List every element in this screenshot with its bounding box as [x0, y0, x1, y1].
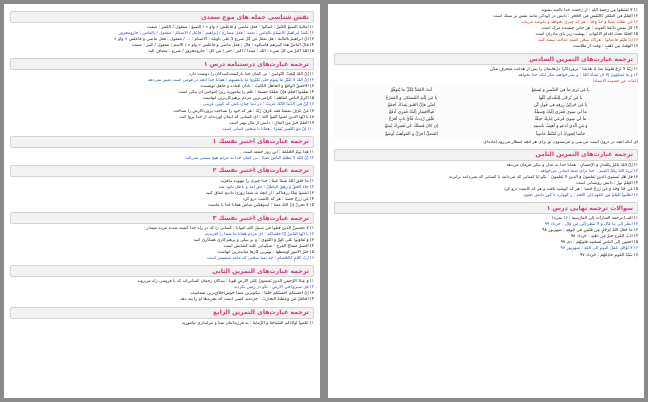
section-line: ۱) لا تحسبنَّ الّذينَ قُتلوا في سبيلِ اللّهِ أمواتاً : کسانی را که در راه خدا کشته شدند مرده مپندار — [146, 226, 314, 232]
section-line: ۵) اللّهُ أكبرُ من كلِّ شيء : الله : مبتدا / أكبر : خبر / من كلِّ : جارومجرور / شيءٍ : مضاف اليه — [148, 49, 314, 55]
section-line: ۶) أطلُبوا العِلمَ مِنَ المَهدِ إلى اللَّحدِ : ز گهواره تا گور دانش بجوی — [523, 193, 638, 199]
section-line: ۷) سَيِّدُ القَومِ خادِمُهُم : خرداد ۹۷ — [579, 252, 638, 258]
right-top-lines — [334, 8, 638, 50]
section-line: ۲) يَعْمَدُ إبراهيمُ الأصنامَ بالفأسِ : يعمد : فعل مضارع / إبراهيم : فاعل / الأصنامَ : مفعول / بالفأس : جارومجرور — [118, 31, 314, 37]
poem-verse: أمنُن فإنَّ الخَيرَ عِندَكَ أجمَعُ — [387, 102, 436, 108]
section-header — [10, 58, 314, 70]
section-line: ۱) إنَّ اللّهَ لَيُحِبُّ التَّوابينَ : بی گمان خدا بازگشت‌کنندگان را دوست دارد — [188, 72, 314, 78]
section-title: سوالات ترجمه نهایی درس ۱ — [546, 204, 633, 212]
section-line: ۳) أنَّ ابراهيمَ بالتالية : هل تعلمُ عن كلِّ شيءٍ لا على تأويله : الأصنام : ... / مفعول : فعل ماضي و فاعلش « واو » — [114, 37, 314, 43]
section-line: ۳) أنفقوا مِمّا رزقناكُم : از آنچه به شما روزی دادیم انفاق کنید — [205, 190, 314, 196]
section-line: ۵) لا تحزنْ إنَّ اللّهَ معنا : اندوهگین مباش همانا خدا با ماست — [207, 202, 314, 208]
section-line: ۴) قالَ الناسُ هذا كبيرهم فأسألوه : قالَ : فعل ماضي و فاعلش « واو » / الأسم : مفعول / كبير : صفت — [131, 43, 314, 49]
left-page — [4, 4, 320, 398]
poem-verse: فَلَئِن رُدِدتُ فَأيَّ بابٍ أقرَعُ — [389, 117, 434, 123]
section-line: ۵) خيرُ الأمورِ أوسطُها : بهترین کارها میانه‌ترین آنهاست — [217, 250, 314, 256]
section-line: ۲) يا أيُّها الناسُ إنّا خلقناكُم : ای مردم همانا ما شما را آفریدیم — [205, 232, 314, 238]
section-line: ۲) إنَّ اللّهَ لا يَظلِمُ الناسَ شيئاً : بی گمان خدا به مردم هیچ ستمی نمی‌کند — [185, 155, 314, 161]
top-line: ۴) كُلُّ نفسٍ ذائقةُ الموتِ : هر جانی چشنده مرگ است — [541, 26, 638, 32]
section-header — [334, 53, 638, 65]
section-line: ۳) إنَّ أحسنَكُم أحسنُكُم خُلقاً : نیکوترین شما خوش‌اخلاق‌ترین شماست — [190, 291, 314, 297]
section-line: ۶) لا تُؤَجِّل عَمَلَ اليومِ إلى الغَدِ : شهریور ۹۷ — [560, 246, 638, 252]
section-header — [10, 307, 314, 319]
section-line: ۱) إنَّ اللّهَ يَأمُرُ بِالعَدلِ وَ الإحسانِ : همانا خدا به عدل و نیکی فرمان می‌دهد — [506, 162, 638, 168]
section-header — [10, 165, 314, 177]
right-page — [328, 4, 644, 398]
poem-verse: إن كانَ فَضلُكَ عَن فَقيرِكَ يُمنَعُ — [384, 124, 439, 130]
section-line: ۴) العِلمُ نورٌ : دانش روشنایی است — [576, 181, 638, 187]
section-line: ۲) جاءَ الحقُّ و زهقَ الباطلُ : حق آمد و باطل نابود شد — [218, 184, 314, 190]
section-header — [10, 212, 314, 224]
section-title: ترجمه عبارت‌های درستنامه درس ۱ — [203, 60, 309, 68]
section-line: ۱) هٰذا يَومُ الجُمُعَة : این روز جمعه است — [243, 149, 314, 155]
section-title: ترجمه عبارت‌های التمرين الرابع — [213, 309, 309, 316]
section-title: ترجمه عبارت‌های اختبر نفسك ۳ — [212, 214, 309, 222]
section-line: ۱) وَ عِبادُ الرَّحمنِ الّذينَ يَمشونَ عَلَى الأرضِ هَوناً : بندگان رحمان کسانی‌اند که با فروتنی راه می‌روند — [137, 279, 314, 285]
section-header — [10, 265, 314, 277]
poem-verse: ما لي سِوى قَرعي لِبابِكَ حيلَةٌ — [534, 117, 587, 123]
poem-block — [334, 85, 638, 139]
section-line: ۴) أدَبُ المَرءِ خيرٌ مِن ذَهَبِهِ : خرداد ۹۸ — [570, 234, 638, 240]
section-line: ۲) يُريدُ اللّهُ بِكُمُ اليُسرَ : خدا برای شما آسانی می‌خواهد — [540, 168, 638, 174]
section-line: ۲) إنَّ اللّهَ لا يُغَيِّرُ ما بِقومٍ حتّى يُغَيِّروا ما بأنفُسِهِم : همانا خدا آنچه در قومی است تغییر نمی‌دهد — [147, 78, 314, 84]
poem-note: ای آنکه آنچه در درون است می‌بینی و می‌شنوی، تو برای هر آنچه انتظار می‌رود آماده‌ای — [483, 139, 638, 145]
section-line: ۸) يا أيُّها الّذينَ آمنوا اتَّقوا اللّهَ : ای کسانی که ایمان آورده‌اید از خدا پروا کنید — [179, 114, 314, 120]
poem-verse: فَبِالافتِقارِ إلَيكَ فَقري أدفَعُ — [389, 110, 434, 116]
top-line: ۳) مَن طَلَبَ شيئاً وَ جَدَّ وَجَدَ : هر که چیزی بخواهد و بکوشد می‌یابد — [521, 20, 638, 26]
right-sections — [334, 53, 638, 79]
section-header — [334, 149, 638, 161]
section-line: ۳) قُل هَل يَستَوي الّذينَ يَعلَمونَ وَ الّذينَ لا يَعلَمونَ : بگو آیا کسانی که می‌دانند با کسانی که نمی‌دانند برابرند — [449, 175, 638, 181]
section-line: ۴) مَن زرعَ حصدَ : هر که کاشت درو کرد — [242, 196, 314, 202]
section-line: ۴) تعلّموا العلمَ فإنَّ تعلُّمَهُ حسنةٌ : علم را بیاموزید زیرا آموختن آن نیکی است — [178, 90, 314, 96]
section-line: ۳) ما جَعَلَ اللّهُ لِرَجُلٍ مِن قَلبَينِ في جَوفِهِ : شهریور ۹۸ — [542, 228, 638, 234]
top-line: ۲) العِلمُ في الصِّغَرِ كالنَّقشِ في الحَجَرِ : دانش در کودکی مانند نقش بر سنگ است — [493, 14, 638, 20]
section-line: ۱) ما خلقَ اللّهُ شيئاً عبثاً : خدا چیزی را بیهوده نیافرید — [220, 178, 314, 184]
poem-verse: أنتَ المُعَدُّ لِكُلِّ ما يُتَوَقَّعُ — [391, 88, 432, 94]
poem-verse: حاشا لِجودِكَ أن تُقَنِّطَ عاصِياً — [535, 131, 586, 137]
right-sections-2 — [334, 149, 638, 259]
section-title: ترجمه عبارت‌های اختبر نفسك ۲ — [212, 167, 309, 175]
section-line: ۵) أكرمُ الناسِ أتقاهُم : گرامی‌ترین مردم پرهیزکارترین آنهاست — [202, 96, 314, 102]
section-line: ۴) الصبرُ مفتاحُ الفرجِ : شکیبایی کلید گشایش است — [223, 244, 314, 250]
top-line: ۶) إذا قُلتُم فاعدِلوا : هرگاه سخن گفتید عدالت پیشه کنید — [538, 38, 638, 44]
poem-verse: ما لي سِوى فَقري إلَيكَ وَسيلَةٌ — [534, 110, 587, 116]
left-sections — [10, 11, 314, 327]
section-line: ۲) قُل سيروا في الأرضِ : بگو در زمین بگردید — [233, 285, 314, 291]
section-title: ترجمه عبارت‌های اختبر نفسك ۱ — [212, 138, 309, 146]
section-header — [10, 136, 314, 148]
section-line: ۶) رُبَّ كلامٍ كالحُسامِ : چه بسا سخنی که مانند شمشیر است — [207, 256, 314, 262]
poem-verse: الفَضلُ أجزَلُ و المَواهِبُ أوسَعُ — [385, 131, 438, 137]
poem-intro: (أبيات من قصيدة الأستاذ) — [592, 79, 638, 85]
section-line: ۳) وَ تَعاوَنوا عَلَى البِرِّ وَ التَّقوى : و بر نیکی و پرهیزگاری همکاری کنید — [193, 238, 314, 244]
section-line: ۱) أماليهٌ الصنعُ الكثيرُ : أسألوا : فعل ماضي و فاعلش « واو » / الصنعَ : مفعول / الكثيرَ : صفت — [147, 25, 314, 30]
section-line: ۷) مَنْ عَرَفَ نفسَهُ فقد عَرَفَ رَبَّهُ : هر که خود را شناخت پروردگارش را شناخت — [173, 108, 314, 114]
top-line: ۵) الجنّةُ تحتَ أقدامِ الأمّهاتِ : بهشت زیر پای مادران است — [535, 32, 638, 38]
section-line: ۵) مَن جَدَّ وَجَدَ وَ مَن زَرَعَ حَصَدَ : هر که کوشید یافت و هر که کاشت درو کرد — [503, 187, 638, 193]
section-title: ترجمه عبارت‌های التمرين الثامن — [535, 151, 633, 159]
section-line: ۴) العاقلُ مَن وَعظتهُ التجاربُ : خردمند کسی است که تجربه‌ها او را پند دهد — [180, 297, 314, 303]
section-line: ۱) عَلِّموا أولادَكُم السِّباحةَ و الرِّمايةَ : به فرزندانتان شنا و تیراندازی بیاموزید — [181, 320, 314, 326]
section-title: ترجمه عبارت‌های التمرين السادس — [529, 55, 633, 63]
section-line: ۲) و ما تَشاؤونَ إلّا أن يَشاءَ اللّهُ : و نمی‌خواهید مگر آنکه خدا بخواهد — [518, 73, 638, 79]
section-header — [334, 202, 638, 214]
section-line: ۱) الف) ترجمه العبارات إلى الفارسية : (۱ نمره) — [552, 216, 638, 222]
top-line: ۱) لا تَقنَطوا مِن رَحمةِ اللّهِ : از رحمت خدا ناامید نشوید — [541, 8, 638, 13]
section-line: ۱) رَبَّنا لا تُزِغ قُلوبَنا بعدَ إذ هَدَيتَنا : پروردگارا دل‌هایمان را پس از هدایت منحرف مکن — [490, 67, 638, 73]
section-title: ترجمه عبارت‌های التمرين الثاني — [212, 267, 309, 275]
section-header — [10, 11, 314, 23]
poem-verse: يا مَن يَرى ما في الضَّميرِ و يَسمَعُ — [531, 88, 590, 94]
section-line: ۹) العلمُ خيرٌ مِنَ المالِ : دانش از مال بهتر است — [229, 120, 314, 126]
section-line: ۶) كُنْ في الدُّنيا كأنّكَ غريبٌ : در دنیا چنان باش که گویی غریبی — [203, 102, 314, 108]
poem-verse: يا مَن يُرجّى لِلشَّدائِدِ كُلِّها — [538, 95, 583, 101]
section-line: ۱۰) إنَّ معَ العُسرِ يُسراً : همانا با سختی آسانی است — [222, 126, 314, 132]
top-line: ۷) الوَقتُ مِن ذَهَبٍ : وقت از طلاست — [572, 44, 638, 50]
poem-verse: و مَنِ الَّذي أدعو و أهتِفُ باسمِهِ — [533, 124, 588, 130]
section-line: ۳) الأحمقُ الواقعُ و الجاهلُ الكاتبُ : نادان افتاده و جاهل نویسنده — [200, 84, 314, 90]
section-line: ۲) اُنظُر إلى ما قال و لا تَنظُر إلى مَن قال : خرداد ۹۹ — [544, 222, 638, 228]
section-title: نقش شناسی جمله های موج سعدی — [201, 13, 309, 21]
poem-verse: يا مَن إلَيهِ المُشتَكى و المَفزَعُ — [385, 95, 438, 101]
poem-verse: يا مَن خَزائِنُ رِزقِهِ في قَولِ كُن — [533, 102, 588, 108]
section-line: ۵) أحسِن إلى الناسِ تَستَعبِد قُلوبَهُم : دی ۹۷ — [560, 240, 638, 246]
